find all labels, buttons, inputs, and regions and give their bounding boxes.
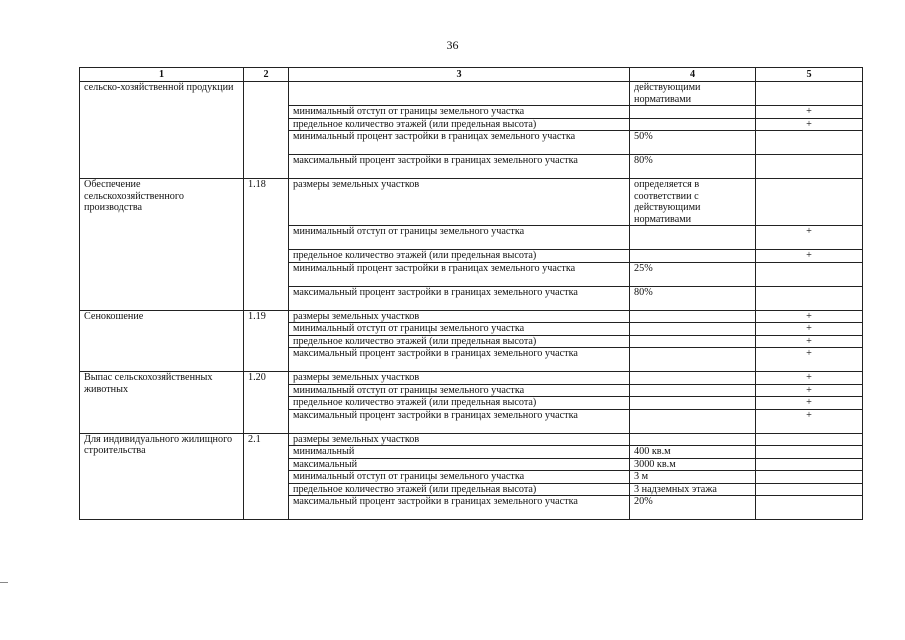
mark-cell: + [756,397,863,410]
parameter-cell: минимальный процент застройки в границах земельного участка [289,131,630,155]
parameter-cell: размеры земельных участков [289,310,630,323]
table-row [80,433,863,446]
mark-cell [756,483,863,496]
parameter-cell: максимальный процент застройки в границах земельного участка [289,286,630,310]
mark-cell: + [756,118,863,131]
parameter-cell: размеры земельных участков [289,433,630,446]
value-cell: 80% [630,286,756,310]
value-cell [630,384,756,397]
parameter-cell: предельное количество этажей (или предельная высота) [289,250,630,263]
parameter-cell: минимальный процент застройки в границах земельного участка [289,262,630,286]
parameter-cell: минимальный отступ от границы земельного участка [289,323,630,336]
parameter-cell: максимальный процент застройки в границах земельного участка [289,496,630,520]
value-cell [630,433,756,446]
value-cell [630,250,756,263]
parameter-cell: минимальный отступ от границы земельного участка [289,226,630,250]
mark-cell [756,262,863,286]
value-cell: действующими нормативами [630,82,756,106]
header-cell-4: 4 [630,68,756,82]
use-type-code [244,82,289,179]
table-row [80,372,863,385]
value-cell: 400 кв.м [630,446,756,459]
header-cell-1: 1 [80,68,244,82]
parameter-cell: максимальный процент застройки в границах земельного участка [289,409,630,433]
mark-cell [756,458,863,471]
use-type-name: Обеспечение сельскохозяйственного производства [80,179,244,311]
value-cell [630,118,756,131]
value-cell [630,397,756,410]
page-number: 36 [446,38,459,52]
value-cell: 25% [630,262,756,286]
parameter-cell: минимальный отступ от границы земельного участка [289,384,630,397]
mark-cell [756,446,863,459]
value-cell [630,335,756,348]
parameter-cell: размеры земельных участков [289,372,630,385]
parameter-cell: максимальный процент застройки в границах земельного участка [289,155,630,179]
value-cell: 3 надземных этажа [630,483,756,496]
mark-cell: + [756,348,863,372]
parameter-cell: предельное количество этажей (или предельная высота) [289,483,630,496]
margin-mark [0,582,8,583]
table-row [80,179,863,226]
regulations-table [79,67,863,520]
value-cell: 3 м [630,471,756,484]
value-cell [630,226,756,250]
value-cell [630,372,756,385]
mark-cell [756,155,863,179]
mark-cell: + [756,384,863,397]
mark-cell: + [756,372,863,385]
value-cell: 50% [630,131,756,155]
value-cell [630,409,756,433]
mark-cell: + [756,310,863,323]
parameter-cell: предельное количество этажей (или предельная высота) [289,118,630,131]
use-type-name: сельско-хозяйственной продукции [80,82,244,179]
table-header-row [80,68,863,82]
parameter-cell: предельное количество этажей (или предельная высота) [289,335,630,348]
use-type-name: Для индивидуального жилищного строительства [80,433,244,520]
parameter-cell: минимальный [289,446,630,459]
header-cell-2: 2 [244,68,289,82]
mark-cell [756,286,863,310]
table-row [80,82,863,106]
mark-cell [756,82,863,106]
use-type-code: 1.20 [244,372,289,434]
mark-cell: + [756,409,863,433]
mark-cell [756,131,863,155]
mark-cell [756,471,863,484]
parameter-cell [289,82,630,106]
mark-cell: + [756,250,863,263]
parameter-cell: максимальный процент застройки в границах земельного участка [289,348,630,372]
value-cell: 20% [630,496,756,520]
value-cell: 80% [630,155,756,179]
mark-cell: + [756,323,863,336]
mark-cell [756,433,863,446]
value-cell [630,106,756,119]
parameter-cell: минимальный отступ от границы земельного участка [289,471,630,484]
use-type-name: Сенокошение [80,310,244,372]
value-cell: 3000 кв.м [630,458,756,471]
parameter-cell: минимальный отступ от границы земельного участка [289,106,630,119]
header-cell-5: 5 [756,68,863,82]
value-cell [630,348,756,372]
mark-cell: + [756,335,863,348]
use-type-code: 2.1 [244,433,289,520]
mark-cell [756,496,863,520]
value-cell: определяется в соответствии с действующими нормативами [630,179,756,226]
value-cell [630,310,756,323]
mark-cell: + [756,226,863,250]
mark-cell [756,179,863,226]
use-type-name: Выпас сельскохозяйственных животных [80,372,244,434]
table-row [80,310,863,323]
parameter-cell: предельное количество этажей (или предельная высота) [289,397,630,410]
parameter-cell: размеры земельных участков [289,179,630,226]
mark-cell: + [756,106,863,119]
parameter-cell: максимальный [289,458,630,471]
header-cell-3: 3 [289,68,630,82]
value-cell [630,323,756,336]
use-type-code: 1.19 [244,310,289,372]
use-type-code: 1.18 [244,179,289,311]
